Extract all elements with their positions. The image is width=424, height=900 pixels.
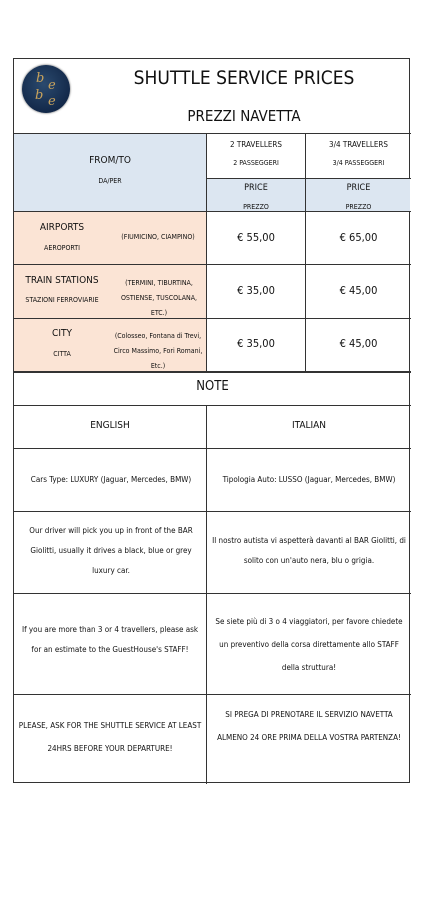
row-airports-price-2: € 55,00 [237,231,275,244]
row-city-price-2: € 35,00 [237,337,275,350]
note-it-3: Se siete più di 3 o 4 viaggiatori, per favore chiedete un preventivo della corsa direttamente allo STAFF della struttura! [215,617,403,672]
note-en-1: Cars Type: LUXURY (Jaguar, Mercedes, BMW) [30,475,192,484]
page-title: SHUTTLE SERVICE PRICES [133,67,355,89]
note-english-header: ENGLISH [90,420,130,431]
row-stations-price-34: € 45,00 [339,284,378,297]
header-prezzo-34: PREZZO [345,203,372,211]
note-en-2: Our driver will pick you up in front of the BAR Giolitti, usually it drives a black, blue or grey luxury car. [29,526,193,575]
row-city-name-it: CITTA [53,350,71,358]
header-2-travellers: 2 TRAVELLERS [230,140,282,149]
note-it-4: SI PREGA DI PRENOTARE IL SERVIZIO NAVETTA ALMENO 24 ORE PRIMA DELLA VOSTRA PARTENZA! [217,710,401,742]
header-2-passeggeri: 2 PASSEGGERI [233,159,279,167]
row-city-price-34: € 45,00 [339,337,378,350]
header-34-travellers: 3/4 TRAVELLERS [329,140,388,149]
row-stations-name: TRAIN STATIONS [25,275,99,286]
row-airports-name-it: AEROPORTI [44,244,80,252]
logo-letter: b [36,71,45,86]
logo-letter: e [48,94,56,109]
price-sheet [13,58,410,783]
guesthouse-logo [22,65,70,113]
row-airports-price-34: € 65,00 [339,231,378,244]
row-stations-price-2: € 35,00 [237,284,275,297]
row-airports-name: AIRPORTS [39,222,85,233]
header-fromto-it: DA/PER [98,177,122,185]
page-subtitle: PREZZI NAVETTA [187,107,301,125]
row-airports-detail: (FIUMICINO, CIAMPINO) [121,233,195,241]
note-italian-header: ITALIAN [291,420,327,431]
row-city-detail: (Colosseo, Fontana di Trevi, Circo Massimo, Fori Romani, Etc.) [113,332,203,370]
header-34-passeggeri: 3/4 PASSEGGERI [332,159,385,167]
note-en-4: PLEASE, ASK FOR THE SHUTTLE SERVICE AT LEAST 24HRS BEFORE YOUR DEPARTURE! [18,721,202,753]
note-en-3: If you are more than 3 or 4 travellers, please ask for an estimate to the GuestHouse's STAFF! [21,625,199,654]
header-price-2: PRICE [244,183,268,193]
logo-letter: b [35,88,44,103]
note-it-1: Tipologia Auto: LUSSO (Jaguar, Mercedes, BMW) [222,475,396,484]
header-fromto-cell [14,134,206,211]
row-city-name: CITY [52,328,72,339]
header-price-34: PRICE [346,183,371,193]
note-it-2: Il nostro autista vi aspetterà davanti al BAR Giolitti, di solito con un'auto nera, blu o grigia. [212,536,406,565]
header-fromto: FROM/TO [89,155,131,166]
logo-letter: e [48,78,56,93]
row-stations-name-it: STAZIONI FERROVIARIE [25,296,99,304]
note-title: NOTE [196,379,229,394]
header-prezzo-2: PREZZO [243,203,269,211]
row-stations-detail: (TERMINI, TIBURTINA, OSTIENSE, TUSCOLANA, ETC.) [120,279,198,317]
